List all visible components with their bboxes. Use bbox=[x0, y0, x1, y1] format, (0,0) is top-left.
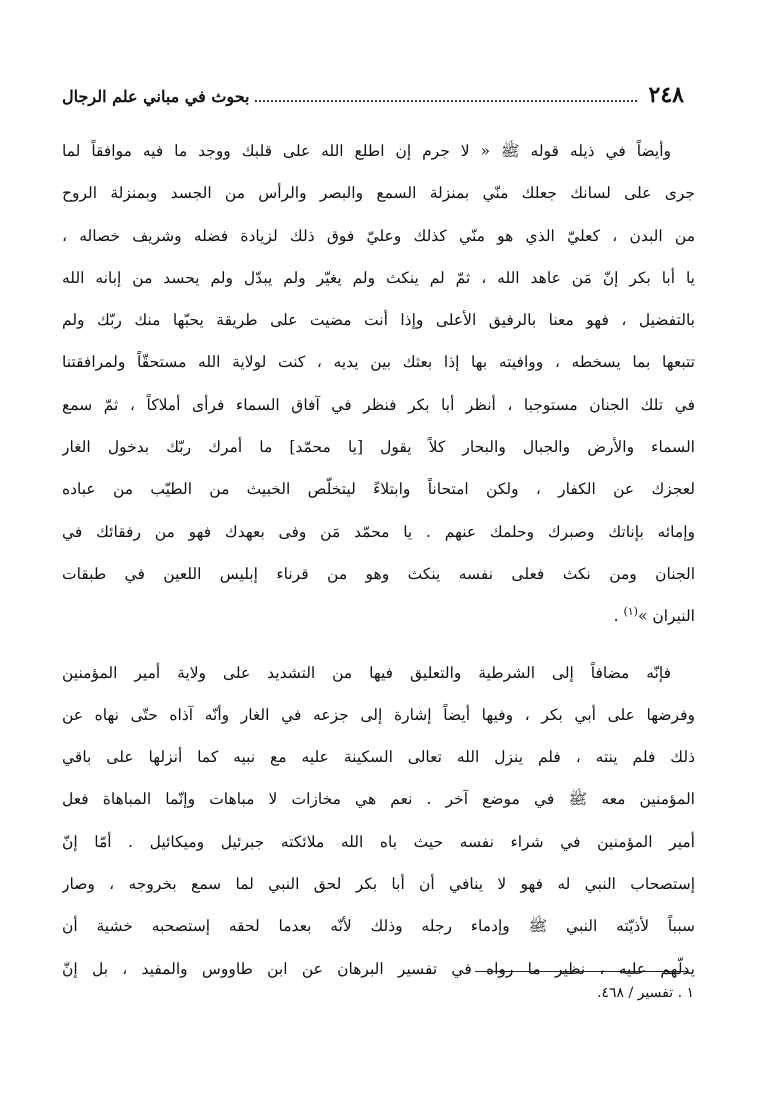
text-line: الجنان ومن نكث فعلى نفسه ينكث وهو من قرناء إبليس اللعين في طبقات bbox=[62, 564, 695, 583]
text-line: جرى على لسانك جعلك منّي بمنزلة السمع والبصر والرأس من الجسد وبمنزلة الروح bbox=[62, 184, 695, 203]
text-line: يا أبا بكر إنّ مَن عاهد الله ، ثمّ لم ينكث ولم يغيّر ولم يبدّل ولم يحسد من إبانه الله bbox=[62, 268, 695, 287]
text-line: سبباً لأذيّته النبي ﷺ وإدماء رجله وذلك لأنّه بعدما لحقه إستصحبه خشية أن bbox=[62, 917, 695, 936]
text-line: بالتفضيل ، فهو معنا بالرفيق الأعلى وإذا أنت مضيت على طريقة يحبّها منك ربّك ولم bbox=[62, 311, 695, 330]
text-line: أمير المؤمنين في شراء نفسه حيث باه الله ملائكته جبرئيل وميكائيل . أمّا إنّ bbox=[62, 832, 695, 851]
text-line: لعجزك عن الكفار ، ولكن امتحاناً وابتلاءً ليتخلّص الخبيث من الطيّب من عباده bbox=[62, 480, 695, 499]
running-title: بحوث في مباني علم الرجال bbox=[62, 87, 250, 106]
text-line: من البدن ، كعليّ الذي هو منّي كذلك وعليّ فوق ذلك لزيادة فضله وشريف خصاله ، bbox=[62, 226, 695, 245]
leader-dots bbox=[255, 88, 636, 102]
text-line-last bbox=[62, 595, 695, 637]
footnote-reference[interactable]: (١) bbox=[623, 605, 638, 619]
footnote-divider bbox=[475, 971, 687, 972]
text-line-content: النيران » bbox=[637, 607, 695, 626]
text-line: في تلك الجنان مستوجبا ، أنظر أبا بكر فنظر في آفاق السماء فرأى أملاكاً ، ثمّ سمع bbox=[62, 395, 695, 414]
text-line: تتبعها بما يسخطه ، ووافيته بها إذا بعثك بين يديه ، كنت لولاية الله مستحقّاً ولمرافقتنا bbox=[62, 353, 695, 372]
text-line: إستصحاب النبي له فهو لا ينافي أن أبا بكر لحق النبي لما سمع بخروجه ، وصار bbox=[62, 875, 695, 894]
text-line: المؤمنين معه ﷺ في موضع آخر . نعم هي مخازات لا مباهات وإنّما المباهاة فعل bbox=[62, 790, 695, 809]
text-line: فإنّه مضافاً إلى الشرطية والتعليق فيها من التشديد على ولاية أمير المؤمنين bbox=[62, 663, 671, 682]
text-line: وإمائه بإناتك وصبرك وحلمك عنهم . يا محمّد مَن وفى بعهدك فهو من رفقائك في bbox=[62, 522, 695, 541]
paragraph-gap bbox=[62, 638, 695, 652]
page-number: ٢٤٨ bbox=[648, 82, 684, 108]
text-line: وأيضاً في ذيله قوله ﷺ « لا جرم إن اطلع الله على قلبك ووجد ما فيه موافقاً لما bbox=[62, 142, 671, 160]
footnote-number: ١ . bbox=[677, 985, 694, 1001]
body-text bbox=[62, 130, 695, 990]
footnote bbox=[597, 985, 694, 1001]
paragraph-2 bbox=[62, 652, 695, 990]
text-line: يدلّهم عليه ، نظير ما رواه في تفسير البرهان عن ابن طاووس والمفيد ، بل إنّ bbox=[62, 959, 695, 978]
page-header bbox=[62, 82, 684, 110]
text-line: وفرضها على أبي بكر ، وفيها أيضاً إشارة إلى جزعه في الغار وأنّه آذاه حتّى نهاه عن bbox=[62, 705, 695, 724]
footnote-text: تفسير / ٤٦٨. bbox=[597, 985, 674, 1001]
end-mark: . bbox=[613, 607, 619, 626]
paragraph-1 bbox=[62, 130, 695, 638]
text-line: السماء والأرض والجبال والبحار كلاً يقول [يا محمّد] ما أمرك ربّك بدخول الغار bbox=[62, 438, 695, 457]
text-line: ذلك فلم ينته ، فلم ينزل الله تعالى السكينة عليه مع نبيه كما أنزلها على باقي bbox=[62, 748, 695, 767]
